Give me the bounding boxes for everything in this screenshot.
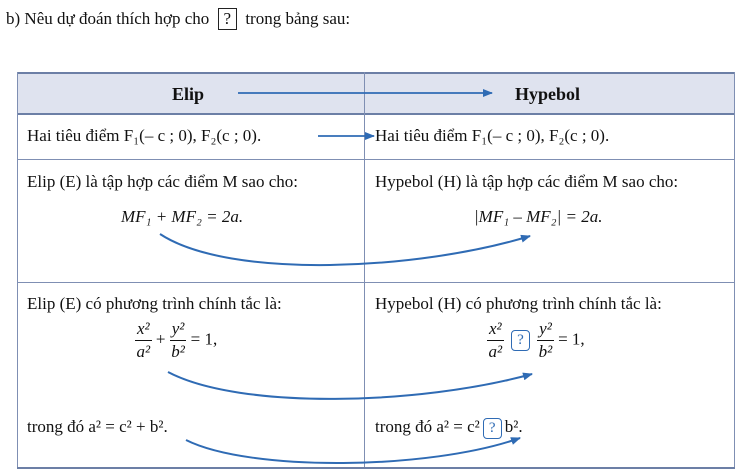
row3-question-box-1: ?	[511, 330, 530, 351]
row1-right-foci: Hai tiêu điểm F₁(– c ; 0), F₂(c ; 0).	[375, 126, 610, 145]
row2-left-formula: MF₁ + MF₂ = 2a.	[121, 207, 244, 226]
row2-left-definition: Elip (E) là tập hợp các điểm M sao cho:	[27, 172, 298, 191]
row3-left-definition: Elip (E) có phương trình chính tắc là:	[27, 294, 282, 313]
row3-right-definition: Hypebol (H) có phương trình chính tắc là:	[375, 294, 662, 313]
question-box: ?	[218, 8, 238, 30]
column-divider	[364, 72, 365, 469]
intro-prefix: b) Nêu dự đoán thích hợp cho	[6, 9, 210, 28]
row2-right-formula: |MF₁ – MF₂| = 2a.	[474, 207, 603, 226]
header-hypebol: Hypebol	[515, 84, 581, 104]
table-header	[17, 72, 735, 115]
header-elip: Elip	[172, 84, 205, 104]
row1-left-foci: Hai tiêu điểm F₁(– c ; 0), F₂(c ; 0).	[27, 126, 262, 145]
comparison-table	[17, 72, 735, 469]
row3-left-equation: $\frac{\text{x²}}{\text{a²}}$ + $\frac{\text{y²}}{\text{b²}}$ = 1,	[136, 319, 218, 361]
row3-right-relation: trong đó a² = c² ? b².	[375, 417, 523, 439]
intro-suffix: trong bảng sau:	[245, 9, 351, 28]
row2-right-definition: Hypebol (H) là tập hợp các điểm M sao cho:	[375, 172, 679, 191]
row3-question-box-2: ?	[483, 418, 502, 439]
row3-left-relation: trong đó a² = c² + b².	[27, 417, 168, 436]
row3-right-equation: $\frac{\text{x²}}{\text{a²}}$ ? $\frac{\text{y²}}{\text{b²}}$ = 1,	[488, 319, 585, 361]
intro-text	[6, 8, 350, 30]
